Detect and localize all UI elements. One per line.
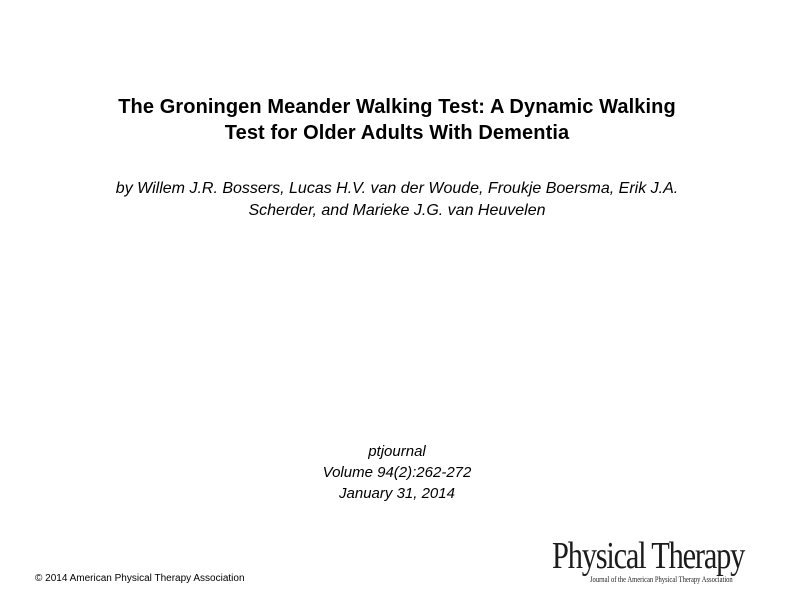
author-list bbox=[40, 178, 754, 222]
citation-block bbox=[200, 441, 594, 504]
copyright-notice: © 2014 American Physical Therapy Association bbox=[35, 573, 245, 584]
volume-info: Volume 94(2):262-272 bbox=[322, 464, 472, 481]
journal-name: ptjournal bbox=[368, 443, 426, 460]
authors-line-1: by Willem J.R. Bossers, Lucas H.V. van der Woude, Froukje Boersma, Erik J.A. bbox=[115, 180, 679, 197]
publication-date: January 31, 2014 bbox=[339, 485, 455, 502]
authors-line-2: Scherder, and Marieke J.G. van Heuvelen bbox=[248, 202, 546, 219]
logo-wordmark: Physical Therapy bbox=[552, 535, 745, 577]
paper-title bbox=[40, 94, 754, 146]
title-line-2: Test for Older Adults With Dementia bbox=[224, 122, 570, 144]
title-line-1: The Groningen Meander Walking Test: A Dynamic Walking bbox=[118, 96, 676, 118]
logo-subtitle: Journal of the American Physical Therapy Association bbox=[590, 575, 733, 584]
journal-logo bbox=[552, 535, 782, 588]
